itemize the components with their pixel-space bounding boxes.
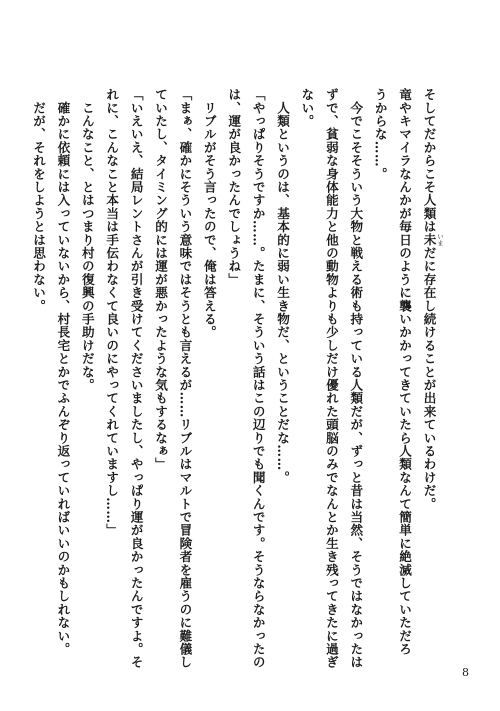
- text-line-16: 確かに依頼には入っていないから、村長宅とかでふんぞり返っていればいいのかもしれない。: [55, 88, 71, 656]
- text-line-9: は、運が良かったんでしょうね」: [226, 88, 242, 286]
- vertical-text-block: [31, 88, 444, 669]
- page-number: 8: [462, 666, 469, 679]
- text-line-10: リブルがそう言ったので、俺は答える。: [201, 88, 217, 339]
- text-line-7: 人類というのは、基本的に弱い生き物だ、ということだな……。: [275, 88, 291, 484]
- text-line-11: 「まぁ、確かにそういう意味ではそうとも言えるが……リブルはマルトで冒険者を雇うのに難儀し: [177, 88, 193, 669]
- text-line-12: ていたし、タイミング的には運が悪かったような気もするなぁ」: [153, 88, 169, 471]
- text-line-2: 竜やキマイラなんかが毎日のように襲いかかってきていたら人類なんて簡単に絶滅していただろ: [397, 88, 413, 656]
- text-line-1: そしてだからこそ人類は未 いまだに存在し続けることが出来ているわけだ。: [421, 88, 444, 511]
- text-line-8: 「やっぱりそうですか……。たまに、そういう話はこの辺りでも聞くんです。そうならなかったの: [250, 88, 266, 669]
- text-line-17: だが、それをしようとは思わない。: [31, 88, 46, 313]
- ruby-annotation: 未 いま: [421, 232, 444, 247]
- text-line-15: こんなこと、とはつまり村の復興の手助けだな。: [79, 88, 95, 392]
- text-line-5: ずで、貧弱な身体能力と他の動物よりも少しだけ優れた頭脳のみでなんとか生き残ってきたに過ぎ: [323, 88, 339, 669]
- text-line-3: うからな……。: [372, 88, 388, 181]
- text-line-13: 「いえいえ、結局レントさんが引き受けてくださいましたし、やっぱり運が良かったんですよ。そ: [128, 88, 144, 669]
- text-line-14: れに、こんなこと本当は手伝わなくて良いのにやってくれていますし……」: [104, 88, 120, 537]
- text-line-4: 今でこそそういう大物と戦える術も持っている人類だが、ずっと昔は当然、そうではなかったは: [348, 88, 364, 669]
- text-line-6: ない。: [299, 88, 315, 128]
- ruby-reading: いま: [436, 232, 444, 247]
